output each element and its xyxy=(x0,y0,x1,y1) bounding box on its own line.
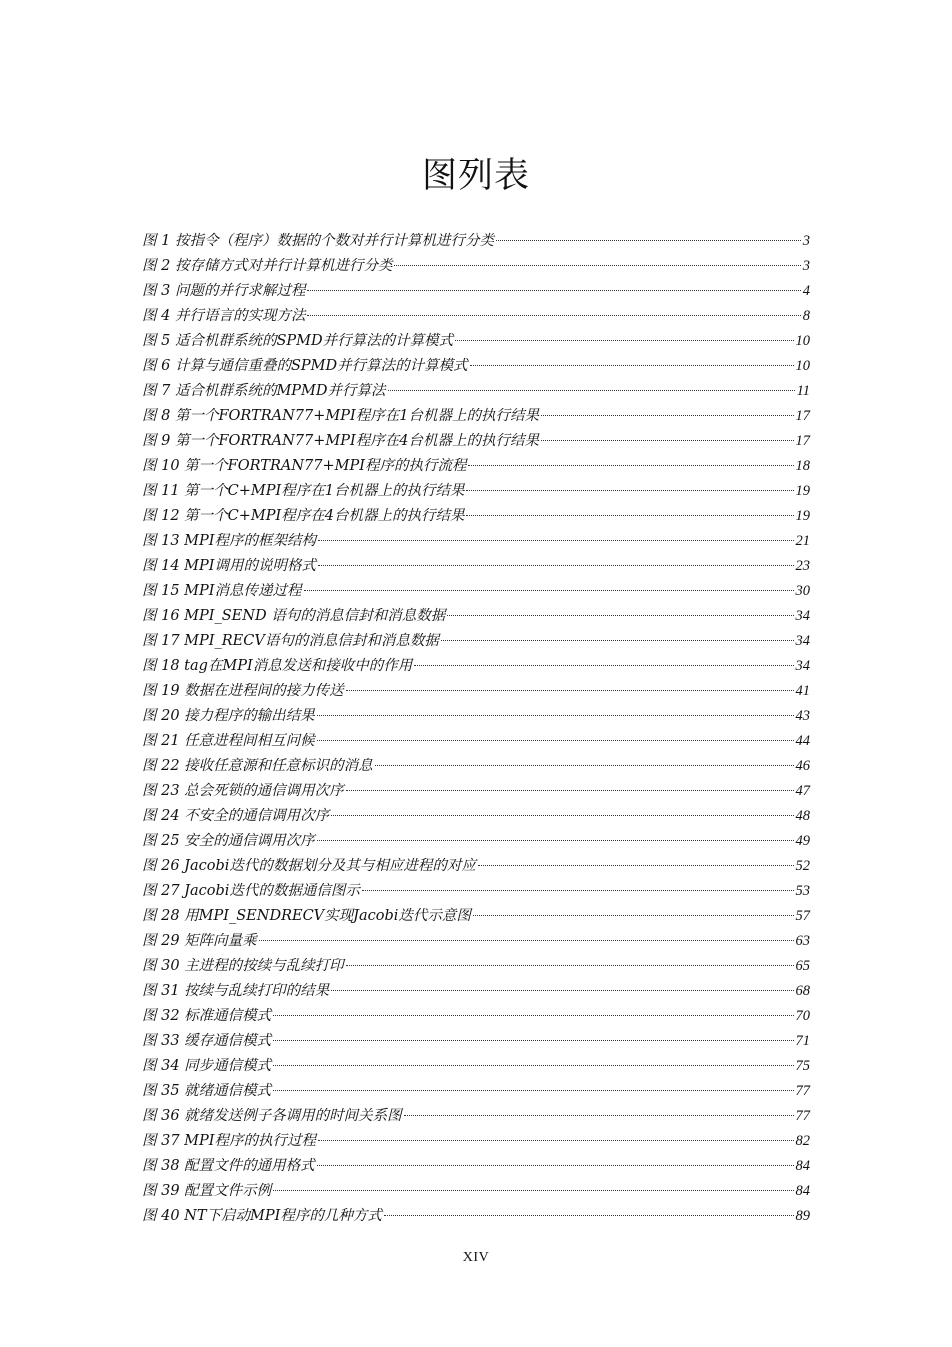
dot-leader xyxy=(273,1090,793,1091)
toc-entry[interactable] xyxy=(142,904,810,929)
toc-entry-page: 63 xyxy=(795,933,810,949)
toc-entry[interactable] xyxy=(142,404,810,429)
toc-entry-label: 图 10 第一个FORTRAN77+MPI程序的执行流程 xyxy=(142,458,467,474)
toc-entry-label: 图 24 不安全的通信调用次序 xyxy=(142,808,330,824)
toc-entry-label: 图 26 Jacobi迭代的数据划分及其与相应进程的对应 xyxy=(142,858,476,874)
toc-entry-label: 图 15 MPI消息传递过程 xyxy=(142,583,302,599)
dot-leader xyxy=(273,1015,793,1016)
toc-entry[interactable] xyxy=(142,379,810,404)
toc-entry-page: 18 xyxy=(795,458,810,474)
toc-entry-label: 图 40 NT下启动MPI程序的几种方式 xyxy=(142,1208,382,1224)
toc-entry-page: 68 xyxy=(795,983,810,999)
toc-entry-label: 图 36 就绪发送例子各调用的时间关系图 xyxy=(142,1108,402,1124)
toc-entry-label: 图 21 任意进程间相互问候 xyxy=(142,733,315,749)
toc-entry-label: 图 7 适合机群系统的MPMD并行算法 xyxy=(142,383,386,399)
toc-entry[interactable] xyxy=(142,579,810,604)
toc-entry-label: 图 4 并行语言的实现方法 xyxy=(142,308,306,324)
toc-entry-label: 图 39 配置文件示例 xyxy=(142,1183,272,1199)
figure-list xyxy=(142,229,810,1229)
dot-leader xyxy=(317,1165,794,1166)
toc-entry-label: 图 23 总会死锁的通信调用次序 xyxy=(142,783,344,799)
dot-leader xyxy=(375,765,794,766)
toc-entry-page: 47 xyxy=(795,783,810,799)
toc-entry[interactable] xyxy=(142,854,810,879)
toc-entry[interactable] xyxy=(142,729,810,754)
toc-entry-page: 43 xyxy=(795,708,810,724)
toc-entry-label: 图 19 数据在进程间的接力传送 xyxy=(142,683,344,699)
toc-entry[interactable] xyxy=(142,304,810,329)
dot-leader xyxy=(273,1065,793,1066)
toc-entry-page: 3 xyxy=(802,233,810,249)
toc-entry[interactable] xyxy=(142,779,810,804)
toc-entry[interactable] xyxy=(142,279,810,304)
toc-entry-label: 图 35 就绪通信模式 xyxy=(142,1083,272,1099)
dot-leader xyxy=(414,665,793,666)
toc-entry-label: 图 22 接收任意源和任意标识的消息 xyxy=(142,758,373,774)
toc-entry[interactable] xyxy=(142,429,810,454)
toc-entry[interactable] xyxy=(142,954,810,979)
toc-entry[interactable] xyxy=(142,504,810,529)
toc-entry-label: 图 27 Jacobi迭代的数据通信图示 xyxy=(142,883,360,899)
toc-entry-page: 75 xyxy=(795,1058,810,1074)
toc-entry[interactable] xyxy=(142,979,810,1004)
toc-entry-page: 17 xyxy=(795,408,810,424)
toc-entry[interactable] xyxy=(142,1079,810,1104)
toc-entry-page: 71 xyxy=(795,1033,810,1049)
toc-entry[interactable] xyxy=(142,604,810,629)
toc-entry-page: 10 xyxy=(795,333,810,349)
toc-entry[interactable] xyxy=(142,554,810,579)
toc-entry-page: 3 xyxy=(802,258,810,274)
toc-entry[interactable] xyxy=(142,329,810,354)
dot-leader xyxy=(478,865,794,866)
toc-entry-page: 34 xyxy=(795,608,810,624)
toc-entry[interactable] xyxy=(142,254,810,279)
toc-entry[interactable] xyxy=(142,454,810,479)
toc-entry-label: 图 30 主进程的按续与乱续打印 xyxy=(142,958,344,974)
toc-entry-label: 图 37 MPI程序的执行过程 xyxy=(142,1133,316,1149)
toc-entry-label: 图 38 配置文件的通用格式 xyxy=(142,1158,315,1174)
toc-entry-page: 48 xyxy=(795,808,810,824)
dot-leader xyxy=(331,815,793,816)
toc-entry-label: 图 6 计算与通信重叠的SPMD并行算法的计算模式 xyxy=(142,358,468,374)
toc-entry[interactable] xyxy=(142,479,810,504)
toc-entry[interactable] xyxy=(142,679,810,704)
toc-entry[interactable] xyxy=(142,704,810,729)
dot-leader xyxy=(273,1190,793,1191)
toc-entry[interactable] xyxy=(142,1179,810,1204)
toc-entry-page: 49 xyxy=(795,833,810,849)
toc-entry-page: 41 xyxy=(795,683,810,699)
toc-entry-label: 图 32 标准通信模式 xyxy=(142,1008,272,1024)
toc-entry-page: 44 xyxy=(795,733,810,749)
dot-leader xyxy=(318,565,794,566)
dot-leader xyxy=(496,240,801,241)
dot-leader xyxy=(473,915,794,916)
toc-entry-label: 图 1 按指令（程序）数据的个数对并行计算机进行分类 xyxy=(142,233,494,249)
dot-leader xyxy=(318,1140,794,1141)
toc-entry-page: 10 xyxy=(795,358,810,374)
toc-entry-label: 图 9 第一个FORTRAN77+MPI程序在4台机器上的执行结果 xyxy=(142,433,539,449)
toc-entry-page: 84 xyxy=(795,1183,810,1199)
toc-entry-label: 图 31 按续与乱续打印的结果 xyxy=(142,983,330,999)
toc-entry[interactable] xyxy=(142,529,810,554)
dot-leader xyxy=(466,515,793,516)
dot-leader xyxy=(273,1040,793,1041)
toc-entry-page: 82 xyxy=(795,1133,810,1149)
dot-leader xyxy=(307,315,800,316)
toc-entry-page: 4 xyxy=(802,283,810,299)
toc-entry[interactable] xyxy=(142,1004,810,1029)
toc-entry-label: 图 18 tag在MPI消息发送和接收中的作用 xyxy=(142,658,413,674)
dot-leader xyxy=(318,540,794,541)
toc-entry-label: 图 3 问题的并行求解过程 xyxy=(142,283,306,299)
dot-leader xyxy=(346,690,794,691)
dot-leader xyxy=(307,290,800,291)
toc-entry-page: 8 xyxy=(802,308,810,324)
toc-entry-label: 图 13 MPI程序的框架结构 xyxy=(142,533,316,549)
dot-leader xyxy=(259,940,794,941)
toc-entry-label: 图 29 矩阵向量乘 xyxy=(142,933,257,949)
toc-entry-label: 图 14 MPI调用的说明格式 xyxy=(142,558,316,574)
toc-entry[interactable] xyxy=(142,929,810,954)
toc-entry-page: 23 xyxy=(795,558,810,574)
toc-entry-page: 34 xyxy=(795,633,810,649)
toc-entry-label: 图 28 用MPI_SENDRECV实现Jacobi迭代示意图 xyxy=(142,908,471,924)
toc-entry-label: 图 17 MPI_RECV语句的消息信封和消息数据 xyxy=(142,633,439,649)
dot-leader xyxy=(455,340,793,341)
toc-entry-page: 70 xyxy=(795,1008,810,1024)
toc-entry-label: 图 25 安全的通信调用次序 xyxy=(142,833,315,849)
toc-entry[interactable] xyxy=(142,1154,810,1179)
dot-leader xyxy=(470,365,794,366)
toc-entry-page: 65 xyxy=(795,958,810,974)
toc-entry[interactable] xyxy=(142,229,810,254)
toc-entry-page: 57 xyxy=(795,908,810,924)
toc-entry-label: 图 16 MPI_SEND 语句的消息信封和消息数据 xyxy=(142,608,446,624)
toc-entry-label: 图 20 接力程序的输出结果 xyxy=(142,708,315,724)
toc-entry-page: 34 xyxy=(795,658,810,674)
toc-entry[interactable] xyxy=(142,354,810,379)
dot-leader xyxy=(468,465,793,466)
toc-entry-page: 30 xyxy=(795,583,810,599)
toc-entry-page: 84 xyxy=(795,1158,810,1174)
toc-entry[interactable] xyxy=(142,654,810,679)
dot-leader xyxy=(317,840,794,841)
dot-leader xyxy=(384,1215,794,1216)
dot-leader xyxy=(541,440,794,441)
dot-leader xyxy=(346,965,794,966)
toc-entry-page: 89 xyxy=(795,1208,810,1224)
page-title: 图列表 xyxy=(421,156,530,196)
toc-entry-page: 19 xyxy=(795,483,810,499)
dot-leader xyxy=(304,590,794,591)
toc-entry[interactable] xyxy=(142,629,810,654)
dot-leader xyxy=(331,990,793,991)
toc-entry-label: 图 5 适合机群系统的SPMD并行算法的计算模式 xyxy=(142,333,454,349)
toc-entry[interactable] xyxy=(142,1129,810,1154)
toc-entry-label: 图 34 同步通信模式 xyxy=(142,1058,272,1074)
dot-leader xyxy=(441,640,794,641)
dot-leader xyxy=(404,1115,794,1116)
toc-entry-page: 77 xyxy=(795,1108,810,1124)
toc-entry-page: 77 xyxy=(795,1083,810,1099)
dot-leader xyxy=(447,615,793,616)
toc-entry-label: 图 33 缓存通信模式 xyxy=(142,1033,272,1049)
dot-leader xyxy=(388,390,795,391)
toc-entry-label: 图 11 第一个C+MPI程序在1台机器上的执行结果 xyxy=(142,483,465,499)
toc-entry[interactable] xyxy=(142,1104,810,1129)
toc-entry[interactable] xyxy=(142,879,810,904)
toc-entry[interactable] xyxy=(142,1204,810,1229)
toc-entry[interactable] xyxy=(142,829,810,854)
toc-entry-label: 图 12 第一个C+MPI程序在4台机器上的执行结果 xyxy=(142,508,465,524)
dot-leader xyxy=(317,715,794,716)
dot-leader xyxy=(394,265,800,266)
toc-entry-page: 21 xyxy=(795,533,810,549)
toc-entry-page: 19 xyxy=(795,508,810,524)
dot-leader xyxy=(317,740,794,741)
toc-entry[interactable] xyxy=(142,1029,810,1054)
toc-entry[interactable] xyxy=(142,804,810,829)
toc-entry-label: 图 8 第一个FORTRAN77+MPI程序在1台机器上的执行结果 xyxy=(142,408,539,424)
toc-entry[interactable] xyxy=(142,1054,810,1079)
dot-leader xyxy=(362,890,794,891)
toc-entry-page: 53 xyxy=(795,883,810,899)
dot-leader xyxy=(466,490,793,491)
toc-entry-page: 11 xyxy=(796,383,810,399)
toc-entry[interactable] xyxy=(142,754,810,779)
dot-leader xyxy=(346,790,794,791)
toc-entry-label: 图 2 按存储方式对并行计算机进行分类 xyxy=(142,258,393,274)
toc-entry-page: 52 xyxy=(795,858,810,874)
toc-entry-page: 46 xyxy=(795,758,810,774)
toc-entry-page: 17 xyxy=(795,433,810,449)
dot-leader xyxy=(541,415,794,416)
page-number: XIV xyxy=(462,1250,490,1265)
